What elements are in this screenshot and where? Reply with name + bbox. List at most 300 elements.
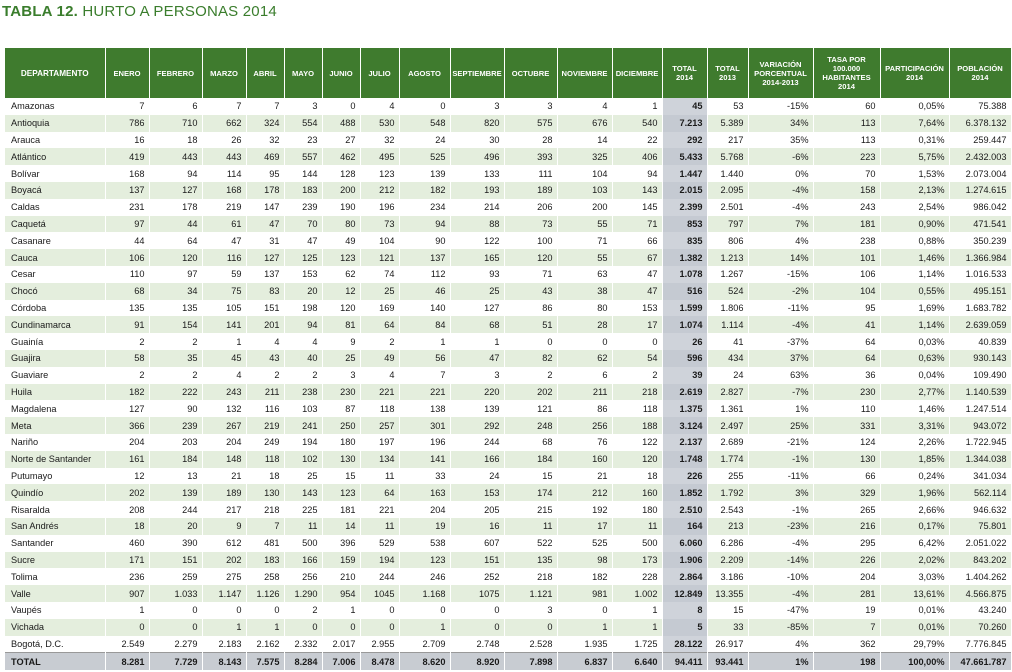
value-cell: 496	[450, 148, 504, 165]
value-cell: 183	[246, 552, 284, 569]
value-cell: 60	[813, 98, 880, 115]
value-cell: 166	[284, 552, 322, 569]
value-cell: 1%	[748, 400, 813, 417]
value-cell: 104	[557, 165, 612, 182]
table-row	[5, 384, 1011, 401]
value-cell: 12.849	[662, 585, 707, 602]
value-cell: 2	[105, 333, 149, 350]
table-row	[5, 468, 1011, 485]
value-cell: 217	[202, 501, 246, 518]
value-cell: 2.209	[707, 552, 748, 569]
value-cell: 180	[322, 434, 360, 451]
value-cell: 178	[246, 182, 284, 199]
value-cell: 110	[813, 400, 880, 417]
value-cell: 16	[450, 518, 504, 535]
value-cell: -14%	[748, 552, 813, 569]
value-cell: 121	[360, 249, 399, 266]
total-value: 7.898	[504, 653, 557, 670]
value-cell: 143	[612, 182, 662, 199]
value-cell: 164	[662, 518, 707, 535]
value-cell: 166	[450, 451, 504, 468]
value-cell: 2.501	[707, 199, 748, 216]
value-cell: 205	[450, 501, 504, 518]
value-cell: 141	[399, 451, 450, 468]
value-cell: 47	[612, 266, 662, 283]
table-title	[2, 3, 277, 20]
value-cell: -37%	[748, 333, 813, 350]
value-cell: 202	[202, 552, 246, 569]
value-cell: 1	[450, 333, 504, 350]
value-cell: 575	[504, 115, 557, 132]
total-value: 47.661.787	[949, 653, 1011, 670]
value-cell: 31	[246, 232, 284, 249]
value-cell: 0	[284, 619, 322, 636]
value-cell: -4%	[748, 585, 813, 602]
value-cell: 113	[813, 115, 880, 132]
value-cell: 43.240	[949, 602, 1011, 619]
value-cell: 18	[612, 468, 662, 485]
value-cell: 49	[360, 350, 399, 367]
department-cell: Córdoba	[5, 300, 105, 317]
value-cell: 1.168	[399, 585, 450, 602]
column-header: SEPTIEMBRE	[450, 48, 504, 98]
value-cell: 525	[399, 148, 450, 165]
value-cell: 202	[504, 384, 557, 401]
department-cell: Guajira	[5, 350, 105, 367]
value-cell: 2	[105, 367, 149, 384]
value-cell: 221	[360, 501, 399, 518]
value-cell: 178	[149, 199, 202, 216]
value-cell: 4	[246, 333, 284, 350]
value-cell: 0	[322, 619, 360, 636]
value-cell: 98	[557, 552, 612, 569]
value-cell: 94	[284, 316, 322, 333]
value-cell: 981	[557, 585, 612, 602]
total-row	[5, 653, 1011, 670]
value-cell: 163	[399, 484, 450, 501]
department-cell: Meta	[5, 417, 105, 434]
value-cell: 135	[504, 552, 557, 569]
value-cell: 13.355	[707, 585, 748, 602]
value-cell: 23	[284, 132, 322, 149]
value-cell: 210	[322, 568, 360, 585]
value-cell: 26	[662, 333, 707, 350]
value-cell: 331	[813, 417, 880, 434]
value-cell: 3.124	[662, 417, 707, 434]
value-cell: 101	[813, 249, 880, 266]
value-cell: 29,79%	[880, 636, 949, 653]
value-cell: 231	[105, 199, 149, 216]
value-cell: 223	[813, 148, 880, 165]
value-cell: -2%	[748, 283, 813, 300]
value-cell: 217	[707, 132, 748, 149]
value-cell: 930.143	[949, 350, 1011, 367]
value-cell: 128	[322, 165, 360, 182]
value-cell: 241	[284, 417, 322, 434]
value-cell: 1.140.539	[949, 384, 1011, 401]
value-cell: 153	[612, 300, 662, 317]
value-cell: 141	[202, 316, 246, 333]
value-cell: 139	[149, 484, 202, 501]
value-cell: 130	[813, 451, 880, 468]
value-cell: 104	[360, 232, 399, 249]
value-cell: 13,61%	[880, 585, 949, 602]
value-cell: 1.447	[662, 165, 707, 182]
value-cell: 94	[612, 165, 662, 182]
value-cell: 64	[360, 484, 399, 501]
value-cell: 820	[450, 115, 504, 132]
value-cell: 32	[360, 132, 399, 149]
value-cell: 3	[450, 367, 504, 384]
department-cell: Bolívar	[5, 165, 105, 182]
value-cell: 2.549	[105, 636, 149, 653]
table-row	[5, 602, 1011, 619]
value-cell: 198	[284, 300, 322, 317]
value-cell: 188	[612, 417, 662, 434]
table-row	[5, 316, 1011, 333]
value-cell: 6.286	[707, 535, 748, 552]
table-row	[5, 115, 1011, 132]
column-header: MARZO	[202, 48, 246, 98]
value-cell: 393	[504, 148, 557, 165]
value-cell: 13	[149, 468, 202, 485]
value-cell: 1.114	[707, 316, 748, 333]
department-cell: Caldas	[5, 199, 105, 216]
value-cell: 0,01%	[880, 619, 949, 636]
value-cell: 221	[360, 384, 399, 401]
value-cell: 169	[360, 300, 399, 317]
value-cell: 292	[662, 132, 707, 149]
value-cell: 1	[105, 602, 149, 619]
value-cell: 130	[246, 484, 284, 501]
value-cell: 2.051.022	[949, 535, 1011, 552]
value-cell: 0	[504, 333, 557, 350]
value-cell: 15	[322, 468, 360, 485]
department-cell: Casanare	[5, 232, 105, 249]
value-cell: 189	[202, 484, 246, 501]
value-cell: 196	[360, 199, 399, 216]
value-cell: 1	[246, 619, 284, 636]
value-cell: 1.806	[707, 300, 748, 317]
value-cell: 1,69%	[880, 300, 949, 317]
value-cell: 362	[813, 636, 880, 653]
value-cell: 14	[557, 132, 612, 149]
value-cell: 44	[105, 232, 149, 249]
value-cell: 0	[246, 602, 284, 619]
value-cell: -4%	[748, 199, 813, 216]
value-cell: 1.213	[707, 249, 748, 266]
total-value: 1%	[748, 653, 813, 670]
value-cell: 0	[557, 602, 612, 619]
total-value: 8.284	[284, 653, 322, 670]
value-cell: 86	[557, 400, 612, 417]
table-row	[5, 501, 1011, 518]
column-header: TOTAL 2014	[662, 48, 707, 98]
value-cell: 64	[813, 333, 880, 350]
value-cell: 2,02%	[880, 552, 949, 569]
value-cell: 1.078	[662, 266, 707, 283]
value-cell: 62	[557, 350, 612, 367]
value-cell: 0	[612, 333, 662, 350]
value-cell: 0	[399, 602, 450, 619]
value-cell: 443	[202, 148, 246, 165]
value-cell: 49	[322, 232, 360, 249]
value-cell: 324	[246, 115, 284, 132]
department-cell: Cauca	[5, 249, 105, 266]
value-cell: 35	[149, 350, 202, 367]
value-cell: 88	[450, 216, 504, 233]
value-cell: 2	[284, 367, 322, 384]
value-cell: 45	[202, 350, 246, 367]
department-cell: Bogotá, D.C.	[5, 636, 105, 653]
value-cell: 189	[504, 182, 557, 199]
value-cell: 2.510	[662, 501, 707, 518]
value-cell: 256	[284, 568, 322, 585]
value-cell: 71	[612, 216, 662, 233]
value-cell: 113	[813, 132, 880, 149]
value-cell: 46	[399, 283, 450, 300]
table-row	[5, 199, 1011, 216]
department-cell: Magdalena	[5, 400, 105, 417]
value-cell: 94	[399, 216, 450, 233]
value-cell: 3%	[748, 484, 813, 501]
value-cell: 171	[105, 552, 149, 569]
value-cell: 946.632	[949, 501, 1011, 518]
value-cell: 239	[284, 199, 322, 216]
table-row	[5, 249, 1011, 266]
value-cell: 228	[612, 568, 662, 585]
value-cell: 102	[284, 451, 322, 468]
value-cell: 0	[504, 619, 557, 636]
value-cell: 554	[284, 115, 322, 132]
value-cell: -47%	[748, 602, 813, 619]
value-cell: 4	[360, 367, 399, 384]
value-cell: 662	[202, 115, 246, 132]
value-cell: 0,88%	[880, 232, 949, 249]
value-cell: -4%	[748, 535, 813, 552]
value-cell: 2,77%	[880, 384, 949, 401]
value-cell: 184	[504, 451, 557, 468]
value-cell: 2.332	[284, 636, 322, 653]
value-cell: 0,01%	[880, 602, 949, 619]
table-row	[5, 585, 1011, 602]
value-cell: 22	[612, 132, 662, 149]
department-cell: Quindío	[5, 484, 105, 501]
value-cell: -15%	[748, 98, 813, 115]
value-cell: 2.073.004	[949, 165, 1011, 182]
value-cell: 2.497	[707, 417, 748, 434]
value-cell: 222	[149, 384, 202, 401]
value-cell: 4	[202, 367, 246, 384]
value-cell: 529	[360, 535, 399, 552]
value-cell: -11%	[748, 300, 813, 317]
value-cell: 2,26%	[880, 434, 949, 451]
value-cell: 500	[612, 535, 662, 552]
value-cell: 127	[149, 182, 202, 199]
value-cell: 1.935	[557, 636, 612, 653]
value-cell: 1	[399, 619, 450, 636]
table-row	[5, 367, 1011, 384]
value-cell: 34%	[748, 115, 813, 132]
value-cell: 122	[612, 434, 662, 451]
value-cell: 25	[322, 350, 360, 367]
value-cell: 64	[360, 316, 399, 333]
value-cell: 0	[450, 619, 504, 636]
value-cell: 201	[246, 316, 284, 333]
value-cell: 986.042	[949, 199, 1011, 216]
value-cell: 469	[246, 148, 284, 165]
value-cell: 196	[399, 434, 450, 451]
value-cell: 0	[149, 619, 202, 636]
value-cell: 97	[105, 216, 149, 233]
value-cell: 12	[322, 283, 360, 300]
value-cell: 123	[322, 484, 360, 501]
value-cell: 158	[813, 182, 880, 199]
value-cell: 100	[504, 232, 557, 249]
value-cell: 2.528	[504, 636, 557, 653]
value-cell: 43	[504, 283, 557, 300]
total-value: 8.478	[360, 653, 399, 670]
value-cell: 230	[813, 384, 880, 401]
value-cell: 40	[284, 350, 322, 367]
column-header: PARTICIPACIÓN 2014	[880, 48, 949, 98]
table-row	[5, 300, 1011, 317]
table-row	[5, 568, 1011, 585]
value-cell: 33	[707, 619, 748, 636]
value-cell: 173	[612, 552, 662, 569]
total-value: 7.729	[149, 653, 202, 670]
value-cell: 257	[360, 417, 399, 434]
value-cell: 213	[707, 518, 748, 535]
value-cell: 6	[557, 367, 612, 384]
value-cell: 41	[813, 316, 880, 333]
value-cell: 3	[504, 602, 557, 619]
value-cell: 168	[202, 182, 246, 199]
value-cell: 14	[322, 518, 360, 535]
table-row	[5, 232, 1011, 249]
value-cell: 118	[612, 400, 662, 417]
value-cell: 35%	[748, 132, 813, 149]
value-cell: 7	[246, 98, 284, 115]
value-cell: 1.683.782	[949, 300, 1011, 317]
value-cell: 12	[105, 468, 149, 485]
value-cell: 193	[450, 182, 504, 199]
value-cell: 154	[149, 316, 202, 333]
value-cell: 59	[202, 266, 246, 283]
value-cell: 524	[707, 283, 748, 300]
value-cell: 325	[557, 148, 612, 165]
department-cell: Cesar	[5, 266, 105, 283]
value-cell: 0	[450, 602, 504, 619]
value-cell: 0,90%	[880, 216, 949, 233]
value-cell: 1.121	[504, 585, 557, 602]
value-cell: 80	[557, 300, 612, 317]
value-cell: 111	[504, 165, 557, 182]
value-cell: 190	[322, 199, 360, 216]
value-cell: 18	[246, 468, 284, 485]
value-cell: 0	[360, 619, 399, 636]
value-cell: 471.541	[949, 216, 1011, 233]
table-row	[5, 400, 1011, 417]
table-row	[5, 333, 1011, 350]
department-cell: Guaviare	[5, 367, 105, 384]
value-cell: 1.906	[662, 552, 707, 569]
value-cell: 74	[360, 266, 399, 283]
value-cell: 7	[202, 98, 246, 115]
value-cell: 4%	[748, 636, 813, 653]
value-cell: 244	[450, 434, 504, 451]
value-cell: 34	[149, 283, 202, 300]
value-cell: 132	[202, 400, 246, 417]
value-cell: 208	[105, 501, 149, 518]
value-cell: 267	[202, 417, 246, 434]
value-cell: 0,17%	[880, 518, 949, 535]
value-cell: 1	[557, 619, 612, 636]
value-cell: 0	[202, 602, 246, 619]
value-cell: 676	[557, 115, 612, 132]
value-cell: 68	[450, 316, 504, 333]
value-cell: 1.274.615	[949, 182, 1011, 199]
value-cell: 73	[504, 216, 557, 233]
value-cell: 239	[149, 417, 202, 434]
value-cell: 105	[202, 300, 246, 317]
value-cell: 2	[149, 367, 202, 384]
value-cell: 86	[504, 300, 557, 317]
table-row	[5, 148, 1011, 165]
value-cell: 97	[149, 266, 202, 283]
value-cell: 70	[284, 216, 322, 233]
value-cell: 181	[322, 501, 360, 518]
table-row	[5, 636, 1011, 653]
value-cell: 341.034	[949, 468, 1011, 485]
value-cell: 204	[813, 568, 880, 585]
value-cell: 144	[284, 165, 322, 182]
value-cell: 495	[360, 148, 399, 165]
value-cell: 21	[202, 468, 246, 485]
value-cell: 137	[399, 249, 450, 266]
value-cell: 0,24%	[880, 468, 949, 485]
total-value: 100,00%	[880, 653, 949, 670]
value-cell: 481	[246, 535, 284, 552]
value-cell: 2.432.003	[949, 148, 1011, 165]
value-cell: 4	[360, 98, 399, 115]
value-cell: 1.290	[284, 585, 322, 602]
value-cell: 1	[399, 333, 450, 350]
table-row	[5, 484, 1011, 501]
value-cell: 9	[322, 333, 360, 350]
value-cell: 75.801	[949, 518, 1011, 535]
value-cell: 3,31%	[880, 417, 949, 434]
total-value: 7.575	[246, 653, 284, 670]
value-cell: 51	[504, 316, 557, 333]
value-cell: 54	[612, 350, 662, 367]
value-cell: 151	[246, 300, 284, 317]
value-cell: 500	[284, 535, 322, 552]
total-value: 8.281	[105, 653, 149, 670]
value-cell: 2.748	[450, 636, 504, 653]
value-cell: 1	[612, 619, 662, 636]
value-cell: 1,85%	[880, 451, 949, 468]
column-header: MAYO	[284, 48, 322, 98]
column-header: AGOSTO	[399, 48, 450, 98]
value-cell: 2.162	[246, 636, 284, 653]
value-cell: 1.599	[662, 300, 707, 317]
department-cell: Arauca	[5, 132, 105, 149]
value-cell: 61	[202, 216, 246, 233]
table-title-text: HURTO A PERSONAS 2014	[82, 3, 277, 20]
value-cell: 90	[399, 232, 450, 249]
value-cell: 0	[557, 333, 612, 350]
